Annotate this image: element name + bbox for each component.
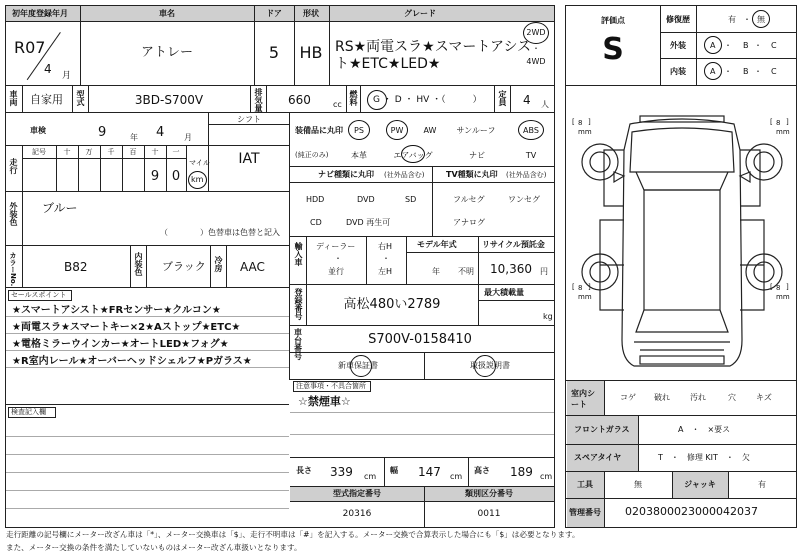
model-year-unknown: 不明 bbox=[458, 267, 474, 276]
tread-rear-right-unit: mm bbox=[776, 293, 790, 301]
equip-tv: TV bbox=[525, 151, 537, 160]
model-year-year: 年 bbox=[432, 267, 440, 276]
car-name-label: 車名 bbox=[159, 9, 175, 18]
color-label: 外装色 bbox=[9, 202, 18, 226]
class-number: 0011 bbox=[477, 509, 501, 519]
car-body-diagram bbox=[570, 110, 794, 378]
manual-doc: 取扱説明書 bbox=[470, 361, 510, 370]
jack-label: ジャッキ bbox=[684, 480, 716, 489]
first-reg-era: R07 bbox=[14, 38, 46, 57]
inspection-month-unit: 月 bbox=[184, 133, 192, 142]
fuel-options: G ・ D ・ HV ・（ ） bbox=[373, 95, 482, 105]
fuel-label: 燃料 bbox=[349, 90, 358, 106]
body-label: 形状 bbox=[303, 9, 319, 18]
usage-label: 車両 bbox=[9, 90, 18, 106]
length: 339 bbox=[330, 465, 353, 479]
width-unit: cm bbox=[450, 472, 463, 481]
equip-navi: ナビ bbox=[469, 151, 485, 160]
sales-point-line: ★電格ミラーウインカー★オートLED★フォグ★ bbox=[12, 339, 229, 350]
body-type: HB bbox=[299, 43, 323, 62]
windshield-value: A ・ ×要ス bbox=[678, 425, 731, 434]
evaluation-score: S bbox=[602, 32, 624, 67]
ac: AAC bbox=[240, 260, 265, 274]
spare-tire-label: スペアタイヤ bbox=[574, 453, 622, 462]
type-number-label: 型式指定番号 bbox=[333, 489, 381, 498]
import-rh: 右H bbox=[378, 242, 393, 251]
equip-sunroof: サンルーフ bbox=[456, 126, 496, 135]
tread-rear-left-unit: mm bbox=[578, 293, 592, 301]
max-load-label: 最大積載量 bbox=[484, 288, 524, 297]
tread-rear-right: 8 bbox=[776, 284, 781, 292]
navi-cd: CD bbox=[310, 218, 322, 227]
usage: 自家用 bbox=[30, 93, 63, 106]
exterior-label: 外装 bbox=[670, 41, 686, 50]
inspection-month: 4 bbox=[156, 125, 165, 140]
tv-oneseg: ワンセグ bbox=[508, 195, 540, 204]
navi-sd: SD bbox=[405, 195, 417, 204]
inspection-label: 車検 bbox=[30, 126, 46, 135]
drive-dot: ・ bbox=[532, 44, 540, 53]
tread-front-left: 8 bbox=[578, 119, 583, 127]
tread-rear-left-bracket: [ bbox=[572, 283, 575, 291]
footer-note: また、メーター交換の条件を満たしていないものはメーター改ざん車扱いとなります。 bbox=[6, 543, 302, 552]
sales-point-line: ★R室内レール★オーバーヘッドシェルフ★Pガラス★ bbox=[12, 356, 252, 367]
drive-2wd: 2WD bbox=[526, 28, 546, 37]
ac-label: 冷房 bbox=[214, 256, 223, 272]
sheet-tear: 破れ bbox=[654, 393, 670, 402]
interior-dot1: ・ bbox=[724, 67, 732, 76]
interior-color-label: 内装色 bbox=[134, 252, 143, 276]
exterior-b: B bbox=[743, 41, 749, 50]
tv-fullseg: フルセグ bbox=[453, 195, 485, 204]
inspection-year-unit: 年 bbox=[130, 133, 138, 142]
height-unit: cm bbox=[540, 472, 553, 481]
first-reg-month-unit: 月 bbox=[62, 71, 72, 81]
mileage-col-100: 百 bbox=[129, 148, 137, 156]
repair-yes: 有 bbox=[728, 15, 736, 24]
equipment-label: 装備品に丸印 bbox=[295, 126, 343, 135]
notes-label: 注意事項・不具合箇所 bbox=[296, 382, 366, 390]
jack-value: 有 bbox=[758, 480, 766, 489]
import-dealer: ディーラー bbox=[316, 242, 356, 251]
repaint-note: （ ）色替車は色替と記入 bbox=[160, 228, 280, 237]
equipment-sub: (純正のみ) bbox=[295, 151, 329, 159]
exterior-dot2: ・ bbox=[754, 41, 762, 50]
warranty-doc: 新車保証書 bbox=[338, 361, 378, 370]
recycle-unit: 円 bbox=[540, 267, 548, 276]
mileage-unit-km: km bbox=[191, 175, 204, 184]
registration-label: 登録番号 bbox=[294, 288, 303, 320]
inspector-notes-label: 検査記入欄 bbox=[11, 408, 46, 416]
drive-4wd: 4WD bbox=[526, 57, 546, 66]
mileage-unit-mile: マイル bbox=[189, 159, 210, 167]
exterior-color: ブルー bbox=[42, 201, 78, 215]
interior-b: B bbox=[743, 67, 749, 76]
equip-airbag: エアバッグ bbox=[393, 151, 433, 160]
displacement: 660 bbox=[288, 93, 311, 107]
tread-rear-right-bracket: [ bbox=[770, 283, 773, 291]
recycle-label: リサイクル預託金 bbox=[482, 240, 545, 249]
notes-value: ☆禁煙車☆ bbox=[298, 395, 351, 408]
navi-hdd: HDD bbox=[306, 195, 325, 204]
sales-points-label: セールスポイント bbox=[11, 291, 67, 299]
tread-front-right-bracket: [ bbox=[770, 118, 773, 126]
sales-point-line: ★両電スラ★スマートキー×2★Aストップ★ETC★ bbox=[12, 322, 241, 333]
height: 189 bbox=[510, 465, 533, 479]
capacity: 4 bbox=[523, 93, 531, 107]
mileage-col-symbol: 記号 bbox=[32, 148, 46, 156]
length-label: 長さ bbox=[296, 466, 312, 475]
mileage-digit-1: 0 bbox=[171, 169, 181, 184]
equip-leather: 本革 bbox=[351, 151, 367, 160]
width-label: 幅 bbox=[390, 466, 398, 475]
length-unit: cm bbox=[364, 472, 377, 481]
class-number-label: 類別区分番号 bbox=[465, 489, 513, 498]
management-label: 管理番号 bbox=[569, 508, 601, 517]
mileage-col-10: 十 bbox=[151, 148, 159, 156]
equip-pw: PW bbox=[390, 126, 404, 135]
first-reg-label: 初年度登録年月 bbox=[12, 9, 68, 18]
sheet-dirt: 汚れ bbox=[690, 393, 706, 402]
cc-unit: cc bbox=[333, 100, 342, 109]
shift: IAT bbox=[238, 151, 260, 167]
sheet-burn: コゲ bbox=[620, 393, 636, 402]
import-lh: 左H bbox=[378, 267, 393, 276]
tread-front-right-bracket-close: ] bbox=[786, 118, 789, 126]
registration-number: 高松480い2789 bbox=[343, 297, 441, 312]
import-parallel: 並行 bbox=[328, 267, 344, 276]
color-code-label: カラーNo. bbox=[9, 252, 17, 287]
repair-dot: ・ bbox=[743, 15, 751, 24]
footer-note: 走行距離の記号欄にメーター改ざん車は「*」、メーター交換車は「$」、走行不明車は「#」を記入する。メーター交換で合算表示した場合にも「$」は必要となります。 bbox=[6, 530, 580, 539]
inspection-year: 9 bbox=[98, 125, 107, 140]
spare-tire-value: T ・ 修理 KIT ・ 欠 bbox=[658, 453, 750, 462]
import-dot2: ・ bbox=[382, 254, 390, 263]
management-number: 020380002300004203​7 bbox=[625, 505, 758, 518]
tv-analog: アナログ bbox=[453, 218, 485, 227]
tread-front-left-bracket-close: ] bbox=[588, 118, 591, 126]
color-code: B82 bbox=[64, 260, 88, 274]
first-reg-month: 4 bbox=[44, 62, 52, 76]
tread-front-left-unit: mm bbox=[578, 128, 592, 136]
tread-front-right: 8 bbox=[776, 119, 781, 127]
interior-a: A bbox=[710, 67, 716, 76]
capacity-label: 定員 bbox=[498, 90, 507, 106]
navi-label: ナビ種類に丸印 bbox=[318, 170, 374, 179]
interior-c: C bbox=[771, 67, 777, 76]
mileage-col-100k: 十 bbox=[63, 148, 71, 156]
sheet-scratch: キズ bbox=[756, 393, 772, 402]
model-year-label: モデル年式 bbox=[417, 240, 457, 249]
repair-none: 無 bbox=[757, 15, 765, 24]
windshield-label: フロントガラス bbox=[574, 425, 630, 434]
width: 147 bbox=[418, 465, 441, 479]
navi-sub: (社外品含む) bbox=[384, 171, 425, 179]
import-dot: ・ bbox=[334, 254, 342, 263]
chassis-label: 車台番号 bbox=[294, 328, 302, 361]
exterior-dot1: ・ bbox=[724, 41, 732, 50]
sales-point-line: ★スマートアシスト★FRセンサー★クルコン★ bbox=[12, 305, 221, 316]
height-label: 高さ bbox=[474, 466, 490, 475]
mileage-col-1: 一 bbox=[172, 148, 180, 156]
exterior-a: A bbox=[710, 41, 716, 50]
doors-label: ドア bbox=[266, 9, 282, 18]
equip-ps: PS bbox=[354, 126, 364, 135]
tread-front-right-unit: mm bbox=[776, 128, 790, 136]
tread-rear-left: 8 bbox=[578, 284, 583, 292]
tread-rear-right-bracket-close: ] bbox=[786, 283, 789, 291]
recycle-amount: 10,360 bbox=[490, 262, 532, 276]
tv-sub: (社外品含む) bbox=[506, 171, 547, 179]
mileage-col-1k: 千 bbox=[107, 148, 115, 156]
import-label: 輸入車 bbox=[294, 242, 303, 266]
interior-label: 内装 bbox=[670, 67, 686, 76]
grade-line1: RS★両電スラ★スマートアシス bbox=[335, 39, 532, 55]
shift-label: シフト bbox=[237, 115, 261, 124]
tread-rear-left-bracket-close: ] bbox=[588, 283, 591, 291]
interior-dot2: ・ bbox=[754, 67, 762, 76]
model-label: 型式 bbox=[76, 90, 85, 106]
mileage-label: 走行 bbox=[9, 158, 18, 174]
grade-label: グレード bbox=[404, 9, 436, 18]
sheet-hole: 穴 bbox=[728, 393, 736, 402]
navi-dvd: DVD bbox=[357, 195, 375, 204]
mileage-col-10k: 万 bbox=[85, 148, 93, 156]
max-load-unit: kg bbox=[543, 312, 553, 321]
doors: 5 bbox=[268, 43, 280, 62]
mileage-digit-10: 9 bbox=[150, 169, 160, 184]
displacement-label: 排気量 bbox=[254, 88, 263, 112]
grade-line2: ト★ETC★LED★ bbox=[335, 56, 441, 72]
car-name: アトレー bbox=[140, 45, 194, 60]
tv-label: TV種類に丸印 bbox=[446, 170, 498, 179]
equip-aw: AW bbox=[423, 126, 437, 135]
model: 3BD-S700V bbox=[134, 93, 204, 107]
exterior-c: C bbox=[771, 41, 777, 50]
capacity-unit: 人 bbox=[541, 100, 549, 109]
interior-sheet-label: 室内シート bbox=[571, 389, 595, 409]
repair-label: 修復歴 bbox=[666, 15, 690, 24]
tools-label: 工具 bbox=[577, 480, 593, 489]
tools-value: 無 bbox=[634, 480, 642, 489]
interior-color: ブラック bbox=[162, 260, 206, 273]
equip-abs: ABS bbox=[523, 126, 539, 135]
chassis-number: S700V-0158410 bbox=[368, 332, 472, 347]
type-number: 20316 bbox=[342, 509, 372, 519]
tread-front-left-bracket: [ bbox=[572, 118, 575, 126]
evaluation-label: 評価点 bbox=[601, 16, 625, 25]
navi-dvd-playback: DVD 再生可 bbox=[346, 218, 391, 227]
